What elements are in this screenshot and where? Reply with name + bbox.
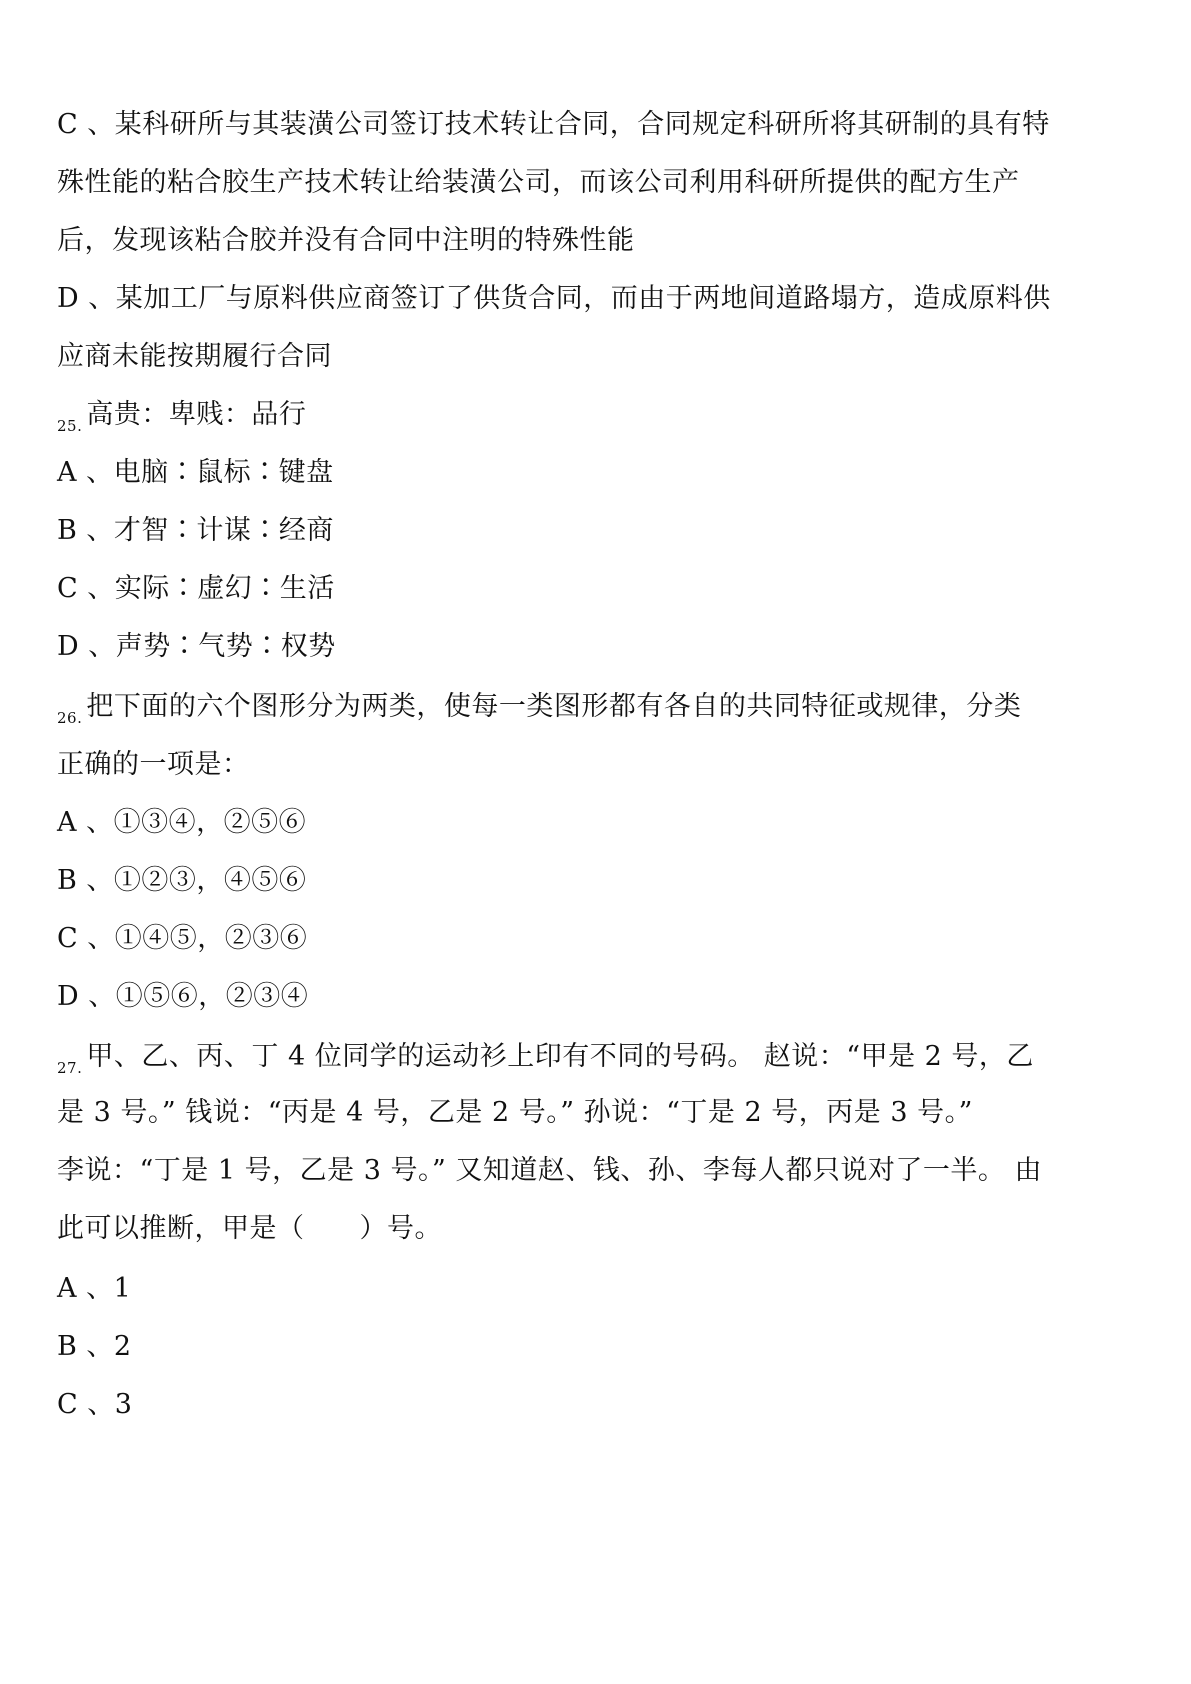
- q24-option-d-line-2: 应商未能按期履行合同: [57, 341, 332, 372]
- q27-option-c: C 、3: [57, 1389, 133, 1420]
- q26-option-c: C 、①④⑤，②③⑥: [57, 923, 308, 954]
- q27-stem-line-1: [57, 1039, 1034, 1086]
- q27-number: 27.: [57, 1059, 83, 1077]
- q24-option-c-line-1: C 、某科研所与其装潢公司签订技术转让合同，合同规定科研所将其研制的具有特: [57, 109, 1050, 140]
- q27-option-a: A 、1: [57, 1273, 132, 1304]
- q25-option-b: B 、才智∶计谋∶经商: [57, 515, 334, 546]
- q25-number: 25.: [57, 417, 83, 435]
- q26-option-a: A 、①③④，②⑤⑥: [57, 807, 307, 838]
- q27-stem-line-2: 是 3 号。” 钱说：“丙是 4 号，乙是 2 号。” 孙说：“丁是 2 号，丙是 3 号。”: [57, 1097, 973, 1128]
- q27-stem-text-1: 甲、乙、丙、丁 4 位同学的运动衫上印有不同的号码。 赵说：“甲是 2 号，乙: [86, 1041, 1034, 1072]
- q25-stem-text: 高贵：卑贱：品行: [86, 399, 307, 430]
- q25-option-d: D 、声势∶气势∶权势: [57, 631, 336, 662]
- q25-option-c: C 、实际∶虚幻∶生活: [57, 573, 335, 604]
- q26-stem-line-1: [57, 689, 1021, 736]
- q24-option-d-line-1: D 、某加工厂与原料供应商签订了供货合同，而由于两地间道路塌方，造成原料供: [57, 283, 1051, 314]
- q25-stem: [57, 397, 306, 444]
- q27-stem-line-3: 李说：“丁是 1 号，乙是 3 号。” 又知道赵、钱、孙、李每人都只说对了一半。 由: [57, 1155, 1042, 1186]
- q26-number: 26.: [57, 709, 83, 727]
- q25-option-a: A 、电脑∶鼠标∶键盘: [57, 457, 334, 488]
- q24-option-c-line-2: 殊性能的粘合胶生产技术转让给装潢公司，而该公司利用科研所提供的配方生产: [57, 167, 1020, 198]
- q26-stem-line-2: 正确的一项是：: [57, 749, 250, 780]
- q26-option-d: D 、①⑤⑥，②③④: [57, 981, 309, 1012]
- q24-option-c-line-3: 后，发现该粘合胶并没有合同中注明的特殊性能: [57, 225, 635, 256]
- q26-stem-text-1: 把下面的六个图形分为两类，使每一类图形都有各自的共同特征或规律，分类: [86, 691, 1022, 722]
- q27-option-b: B 、2: [57, 1331, 132, 1362]
- q27-stem-line-4: 此可以推断，甲是（ ）号。: [57, 1213, 442, 1244]
- q26-option-b: B 、①②③，④⑤⑥: [57, 865, 307, 896]
